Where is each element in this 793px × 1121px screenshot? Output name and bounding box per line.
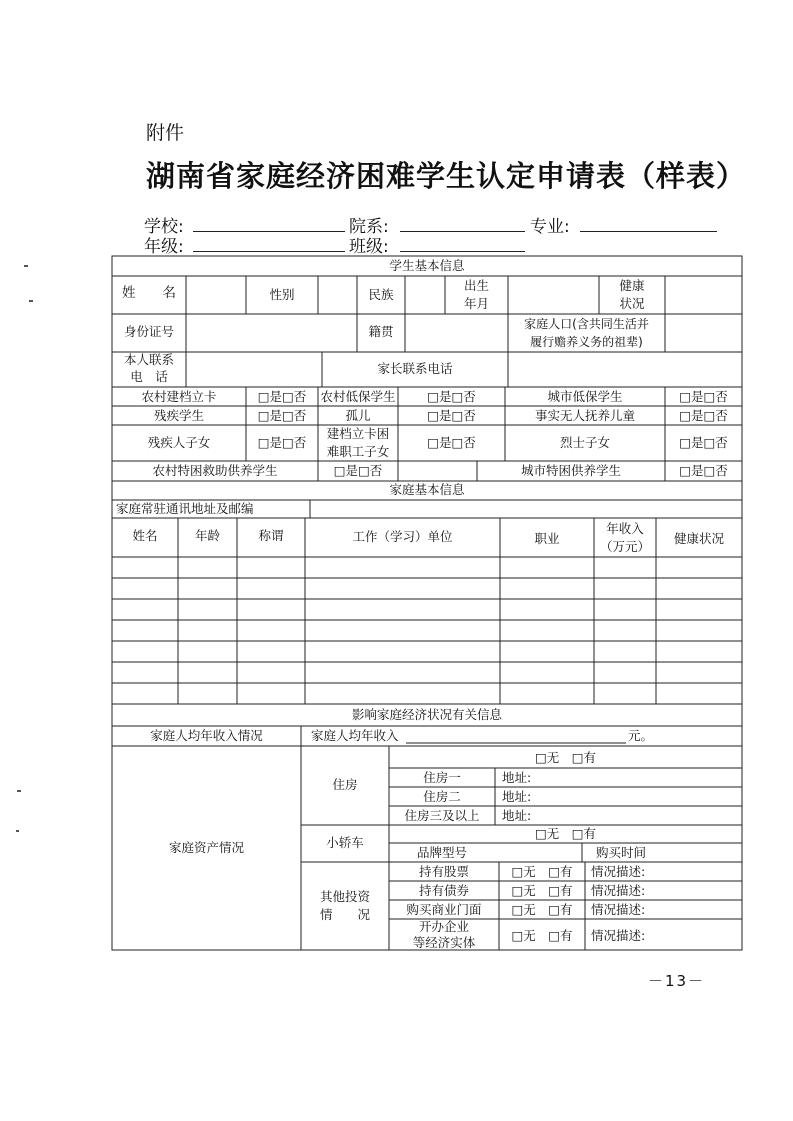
housing-none-has[interactable]: □无 □有: [534, 750, 597, 765]
class-label: 班级:: [349, 237, 389, 257]
income-suffix: 元。: [628, 728, 654, 743]
worker-label-1: 建档立卡困: [326, 426, 390, 441]
address-label: 家庭常驻通讯地址及邮编: [116, 501, 254, 516]
rural-relief-label: 农村特困救助供养学生: [152, 463, 278, 478]
house-1-address: 地址:: [502, 770, 532, 785]
bonds-desc: 情况描述:: [591, 883, 646, 898]
rural-low-label: 农村低保学生: [320, 389, 396, 404]
car-none-has[interactable]: □无 □有: [534, 826, 597, 841]
col-name: 姓名: [132, 528, 158, 543]
col-relation: 称谓: [258, 528, 284, 543]
shops-label: 购买商业门面: [406, 902, 482, 917]
rural-low-yesno[interactable]: □是□否: [427, 389, 476, 404]
student-section-title: 学生基本信息: [389, 258, 465, 273]
disabled-child-yesno[interactable]: □是□否: [257, 435, 307, 450]
orphan-label: 孤儿: [345, 408, 371, 423]
scan-speck: [17, 790, 21, 792]
col-work: 工作（学习）单位: [352, 529, 453, 544]
phone-label-1: 本人联系: [123, 352, 174, 367]
grade-label: 年级:: [144, 237, 184, 257]
house-3-label: 住房三及以上: [404, 808, 480, 823]
urban-relief-label: 城市特困供养学生: [520, 463, 621, 478]
income-prefix: 家庭人均年收入: [311, 728, 399, 743]
health-label-2: 状况: [619, 296, 645, 311]
family-section-title: 家庭基本信息: [389, 482, 465, 497]
scan-speck: [29, 300, 33, 302]
gender-label: 性别: [269, 287, 295, 302]
assets-label: 家庭资产情况: [168, 840, 244, 855]
col-income-1: 年收入: [606, 521, 644, 536]
invest-label-2: 情 况: [319, 907, 370, 922]
biz-label-1: 开办企业: [418, 919, 469, 934]
martyr-yesno[interactable]: □是□否: [679, 435, 728, 450]
worker-yesno[interactable]: □是□否: [427, 435, 476, 450]
house-2-label: 住房二: [423, 789, 461, 804]
urban-relief-yesno[interactable]: □是□否: [679, 463, 728, 478]
bonds-label: 持有债券: [418, 883, 469, 898]
rural-card-label: 农村建档立卡: [141, 389, 217, 404]
shops-none-has[interactable]: □无 □有: [511, 902, 573, 917]
id-number-label: 身份证号: [123, 324, 174, 339]
major-label: 专业:: [530, 217, 570, 237]
de-facto-label: 事实无人抚养儿童: [534, 408, 635, 423]
col-health: 健康状况: [673, 531, 724, 546]
disabled-child-label: 残疾人子女: [147, 435, 211, 450]
stocks-label: 持有股票: [418, 864, 469, 879]
ethnicity-label: 民族: [368, 287, 394, 302]
purchase-time-label: 购买时间: [595, 845, 646, 860]
rural-card-yesno[interactable]: □是□否: [257, 389, 307, 404]
col-age: 年龄: [194, 528, 220, 543]
orphan-yesno[interactable]: □是□否: [427, 408, 476, 423]
rural-relief-yesno[interactable]: □是□否: [333, 463, 383, 478]
housing-label: 住房: [332, 777, 358, 792]
attachment-label: 附件: [146, 122, 185, 144]
de-facto-yesno[interactable]: □是□否: [679, 408, 728, 423]
biz-label-2: 等经济实体: [412, 935, 476, 950]
house-2-address: 地址:: [502, 789, 532, 804]
disabled-label: 残疾学生: [153, 408, 204, 423]
invest-label-1: 其他投资: [319, 889, 370, 904]
house-3-address: 地址:: [502, 808, 532, 823]
page-number: －13－: [648, 972, 706, 990]
income-row-label: 家庭人均年收入情况: [150, 728, 263, 743]
urban-low-label: 城市低保学生: [547, 389, 623, 404]
department-label: 院系:: [349, 217, 389, 237]
disabled-yesno[interactable]: □是□否: [257, 408, 307, 423]
birth-label-1: 出生: [463, 278, 489, 293]
car-label: 小轿车: [326, 835, 364, 850]
col-job: 职业: [534, 531, 560, 546]
urban-low-yesno[interactable]: □是□否: [679, 389, 728, 404]
family-pop-label-1: 家庭人口(含共同生活并: [524, 317, 649, 331]
form-title: 湖南省家庭经济困难学生认定申请表（样表）: [146, 159, 747, 193]
stocks-desc: 情况描述:: [591, 864, 646, 879]
house-1-label: 住房一: [423, 770, 461, 785]
phone-label-2: 电 话: [130, 369, 168, 384]
col-income-2: （万元）: [599, 539, 650, 554]
martyr-label: 烈士子女: [559, 435, 610, 450]
brand-label: 品牌型号: [416, 845, 467, 860]
economic-section-title: 影响家庭经济状况有关信息: [351, 707, 502, 722]
scan-speck: [16, 830, 19, 832]
biz-none-has[interactable]: □无 □有: [511, 928, 573, 943]
birth-label-2: 年月: [463, 296, 489, 311]
native-place-label: 籍贯: [368, 324, 394, 339]
family-pop-label-2: 履行赡养义务的祖辈): [530, 335, 643, 349]
parent-phone-label: 家长联系电话: [377, 361, 453, 376]
school-label: 学校:: [144, 217, 184, 237]
stocks-none-has[interactable]: □无 □有: [511, 864, 573, 879]
worker-label-2: 难职工子女: [326, 444, 390, 459]
shops-desc: 情况描述:: [591, 902, 646, 917]
health-label-1: 健康: [619, 278, 645, 293]
biz-desc: 情况描述:: [591, 928, 646, 943]
bonds-none-has[interactable]: □无 □有: [511, 883, 573, 898]
scan-speck: [24, 265, 28, 267]
name-label: 姓 名: [122, 285, 176, 301]
